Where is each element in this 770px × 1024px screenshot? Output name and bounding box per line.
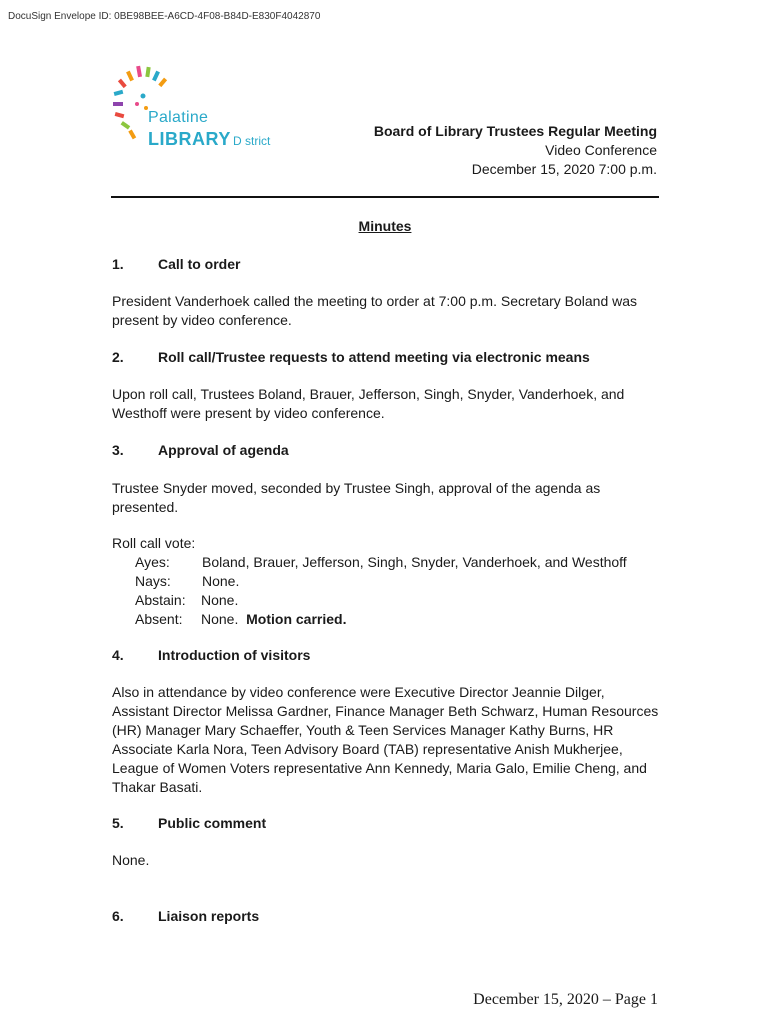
abstain-label: Abstain: xyxy=(135,592,186,608)
section-number: 6. xyxy=(112,908,124,924)
meeting-date: December 15, 2020 7:00 p.m. xyxy=(471,161,657,177)
section-2-heading xyxy=(112,348,660,367)
section-number: 2. xyxy=(112,349,124,365)
section-6-heading xyxy=(112,907,660,926)
section-title: Roll call/Trustee requests to attend meeting via electronic means xyxy=(158,349,590,365)
section-3-body: Trustee Snyder moved, seconded by Trustee Singh, approval of the agenda as presented. xyxy=(112,480,601,515)
section-title: Introduction of visitors xyxy=(158,647,311,663)
section-title: Call to order xyxy=(158,256,241,272)
nays-value: None. xyxy=(202,573,240,589)
meeting-title: Board of Library Trustees Regular Meeting xyxy=(373,123,657,139)
absent-value: None. xyxy=(201,611,239,627)
vote-intro: Roll call vote: xyxy=(112,535,196,551)
section-title: Public comment xyxy=(158,815,267,831)
logo-text-district: D strict xyxy=(233,134,271,148)
vote-result: Motion carried. xyxy=(246,611,347,627)
ayes-label: Ayes: xyxy=(135,554,170,570)
section-4-heading xyxy=(112,646,660,665)
section-number: 4. xyxy=(112,647,124,663)
ayes-value: Boland, Brauer, Jefferson, Singh, Snyder, Vanderhoek, and Westhoff xyxy=(202,554,627,570)
section-2-body: Upon roll call, Trustees Boland, Brauer, Jefferson, Singh, Snyder, Vanderhoek, and Westhoff were present by video conference. xyxy=(112,386,625,421)
page-footer: December 15, 2020 – Page 1 xyxy=(473,991,658,1008)
section-1-body: President Vanderhoek called the meeting to order at 7:00 p.m. Secretary Boland was present by video conference. xyxy=(112,293,638,328)
meeting-subtitle: Video Conference xyxy=(545,142,657,158)
nays-label: Nays: xyxy=(135,573,171,589)
roll-call-vote xyxy=(112,534,660,629)
absent-label: Absent: xyxy=(135,611,183,627)
minutes-title: Minutes xyxy=(358,218,412,234)
abstain-value: None. xyxy=(201,592,239,608)
section-4-body: Also in attendance by video conference were Executive Director Jeannie Dilger, Assistant Director Melissa Gardner, Finance Manager Beth Schwarz, Human Resources (HR) Manager Mary Schaeffer, Youth & Teen Services Manager Kathy Burns, HR Associate Karla Nora, Teen Advisory Board (TAB) representative Anish Mukherjee, League of Women Voters representative Ann Kennedy, Maria Galo, Emilie Cheng, and Thakar Basati. xyxy=(112,684,659,795)
section-3-heading xyxy=(112,441,660,460)
section-title: Liaison reports xyxy=(158,908,260,924)
logo-text-palatine: Palatine xyxy=(148,109,209,126)
section-title: Approval of agenda xyxy=(158,442,289,458)
logo-text-library: LIBRARY xyxy=(148,129,231,149)
section-number: 5. xyxy=(112,815,124,831)
section-number: 1. xyxy=(112,256,124,272)
meeting-header xyxy=(374,122,657,179)
header-divider xyxy=(111,196,659,198)
section-5-heading xyxy=(112,814,660,833)
section-1-heading xyxy=(112,255,660,274)
docusign-envelope-id: DocuSign Envelope ID: 0BE98BEE-A6CD-4F08-B84D-E830F4042870 xyxy=(8,11,321,22)
library-logo xyxy=(110,62,280,157)
section-number: 3. xyxy=(112,442,124,458)
section-5-body: None. xyxy=(112,852,150,868)
